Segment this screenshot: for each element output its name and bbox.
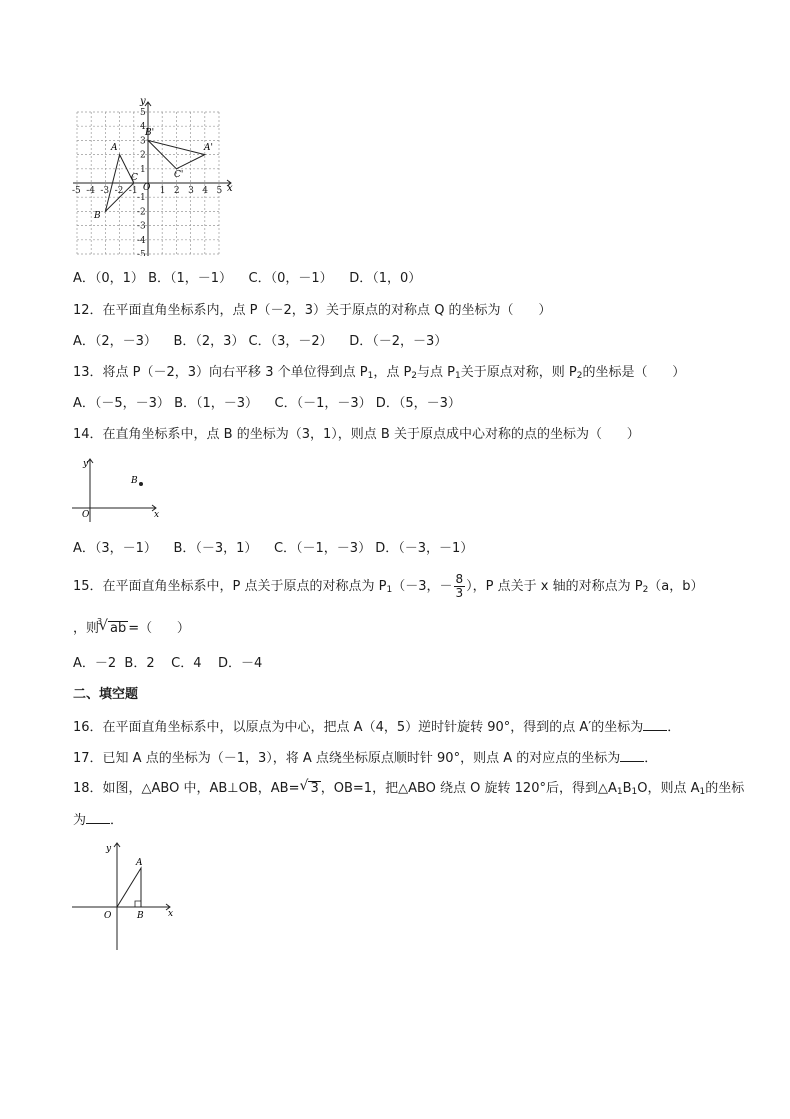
- q11-axis-x-label: x: [227, 183, 233, 194]
- q11-x-tick-label: -3: [100, 186, 110, 196]
- q15-sub1: 1: [386, 585, 393, 595]
- q15-cube-root: [97, 617, 128, 636]
- q18-stem-c: B: [622, 781, 632, 796]
- q16-stem-b: ．: [667, 720, 681, 735]
- q18-label-b: B: [137, 911, 144, 921]
- q13-stem-c: 与点 P: [417, 365, 456, 380]
- q15-stem-a: 15．在平面直角坐标系中，P 点关于原点的对称点为 P: [73, 579, 387, 594]
- q14-axis-x-label: x: [154, 510, 160, 520]
- q13-stem-a: 13．将点 P（－2，3）向右平移 3 个单位得到点 P: [73, 365, 368, 380]
- q15-stem-b: （－3，－: [392, 579, 453, 594]
- q12-options: A．（2，－3） B．（2，3） C．（3，－2） D．（－2，－3）: [73, 334, 448, 349]
- q11-y-tick-label: -3: [137, 221, 146, 232]
- q11-origin-label: O: [143, 183, 151, 193]
- q16-stem-a: 16．在平面直角坐标系中，以原点为中心，把点 A（4，5）逆时针旋转 90°，得到的点 A′的坐标为: [73, 720, 644, 735]
- label-a-prime: A': [204, 143, 213, 153]
- q15-fraction: [454, 573, 466, 600]
- label-c-prime: C': [174, 170, 184, 180]
- q18-line2: [73, 812, 123, 829]
- q11-y-tick-label: 3: [140, 136, 146, 147]
- q14-figure: [70, 456, 165, 526]
- q18-sqrt: [308, 781, 320, 796]
- q15-line2-a: ，则: [73, 621, 100, 636]
- right-angle-mark: [135, 901, 141, 907]
- q18-stem-b: ，OB=1，把△ABO 绕点 O 旋转 120°后，得到△A: [320, 781, 617, 796]
- q15-frac-num: 8: [455, 572, 464, 586]
- q15-stem: [73, 572, 704, 602]
- q15-line2-b: =（ ）: [128, 621, 190, 636]
- q18-answer-blank[interactable]: [86, 812, 110, 824]
- q11-axes: [73, 102, 231, 256]
- q15-frac-den: 3: [455, 586, 464, 600]
- q13-stem: [73, 365, 685, 381]
- q18-sub2: 1: [631, 787, 638, 797]
- q11-y-tick-label: 2: [140, 150, 146, 161]
- label-a: A: [111, 143, 118, 153]
- q18-sub3: 1: [699, 787, 706, 797]
- q11-x-tick-label: 1: [159, 186, 166, 196]
- q11-y-tick-label: -5: [137, 250, 146, 256]
- q15-sub2: 2: [642, 585, 649, 595]
- q18-figure: [70, 840, 180, 952]
- q11-x-tick-label: 5: [216, 186, 223, 196]
- q18-origin-label: O: [104, 911, 112, 921]
- q11-x-tick-label: -2: [114, 186, 124, 196]
- q18-axis-x-label: x: [168, 909, 174, 919]
- section-heading: 二、填空题: [73, 687, 139, 702]
- q11-y-tick-label: -4: [137, 235, 146, 246]
- q11-options: A．（0，1） B．（1，－1） C．（0，－1） D．（1，0）: [73, 271, 422, 286]
- q11-x-tick-label: 3: [188, 186, 194, 196]
- q13-sub3: 1: [455, 371, 461, 381]
- q13-options: A．（－5，－3） B．（1，－3） C．（－1，－3） D．（5，－3）: [73, 396, 461, 411]
- q14-label-b: B: [131, 476, 138, 486]
- label-b-prime: B': [145, 128, 155, 138]
- q15-stem-d: （a，b）: [648, 579, 704, 594]
- q11-axis-y-label: y: [140, 96, 146, 107]
- q17-stem-a: 17．已知 A 点的坐标为（－1，3），将 A 点绕坐标原点顺时针 90°，则点 A 的对应点的坐标为: [73, 751, 621, 766]
- q18-sub1: 1: [616, 787, 623, 797]
- q17-answer-blank[interactable]: [620, 750, 644, 762]
- q13-sub4: 2: [576, 371, 583, 381]
- q15-stem-c: ），P 点关于 x 轴的对称点为 P: [466, 579, 643, 594]
- q14-axis-y-label: y: [83, 459, 89, 469]
- q14-origin-label: O: [82, 510, 90, 520]
- q13-sub2: 2: [411, 371, 418, 381]
- q11-y-tick-label: 4: [140, 122, 146, 133]
- q15-radicand: ab: [110, 621, 127, 636]
- q18-stem-f: ．: [110, 813, 124, 828]
- q18-axis-y-label: y: [106, 844, 112, 854]
- q18-line2-text: 为: [73, 813, 87, 828]
- label-c: C: [131, 173, 138, 183]
- q11-x-tick-label: 4: [202, 186, 209, 196]
- q13-stem-b: ，点 P: [373, 365, 412, 380]
- q17-stem: [73, 750, 657, 767]
- q14-options: A．（3，－1） B．（－3，1） C．（－1，－3） D．（－3，－1）: [73, 541, 474, 556]
- q14-stem: 14．在直角坐标系中，点 B 的坐标为（3，1），则点 B 关于原点成中心对称的点的坐标为（ ）: [73, 427, 640, 442]
- q18-stem-a: 18．如图，△ABO 中，AB⊥OB，AB=: [73, 781, 300, 796]
- q18-stem-d: O，则点 A: [637, 781, 700, 796]
- point-b: [139, 482, 143, 486]
- q11-figure: [70, 96, 235, 256]
- q11-x-tick-label: -5: [72, 186, 81, 196]
- q18-stem-e: 的坐标: [705, 781, 745, 796]
- q11-y-tick-label: 5: [140, 108, 146, 118]
- q13-sub1: 1: [367, 371, 374, 381]
- q11-y-tick-label: -1: [137, 193, 146, 204]
- q11-y-tick-label: 1: [140, 164, 146, 175]
- q11-x-tick-label: 2: [173, 186, 180, 196]
- label-b: B: [94, 211, 101, 221]
- q16-stem: [73, 719, 680, 736]
- q15-line2: [73, 617, 190, 637]
- q11-x-tick-label: -1: [128, 186, 138, 196]
- q16-answer-blank[interactable]: [643, 719, 667, 731]
- q18-label-a: A: [136, 858, 143, 868]
- q15-options: A．－2 B．2 C．4 D．－4: [73, 656, 263, 671]
- q18-stem: [73, 781, 744, 797]
- q17-stem-b: ．: [644, 751, 658, 766]
- q11-x-tick-label: -4: [86, 186, 95, 196]
- q13-stem-d: 关于原点对称，则 P: [460, 365, 577, 380]
- q12-stem: 12．在平面直角坐标系内，点 P（－2，3）关于原点的对称点 Q 的坐标为（ ）: [73, 303, 552, 318]
- q13-stem-e: 的坐标是（ ）: [582, 365, 686, 380]
- q11-y-tick-label: -2: [137, 207, 146, 218]
- q15-root-index: √ 3: [97, 617, 103, 626]
- q18-radicand: 3: [310, 781, 319, 796]
